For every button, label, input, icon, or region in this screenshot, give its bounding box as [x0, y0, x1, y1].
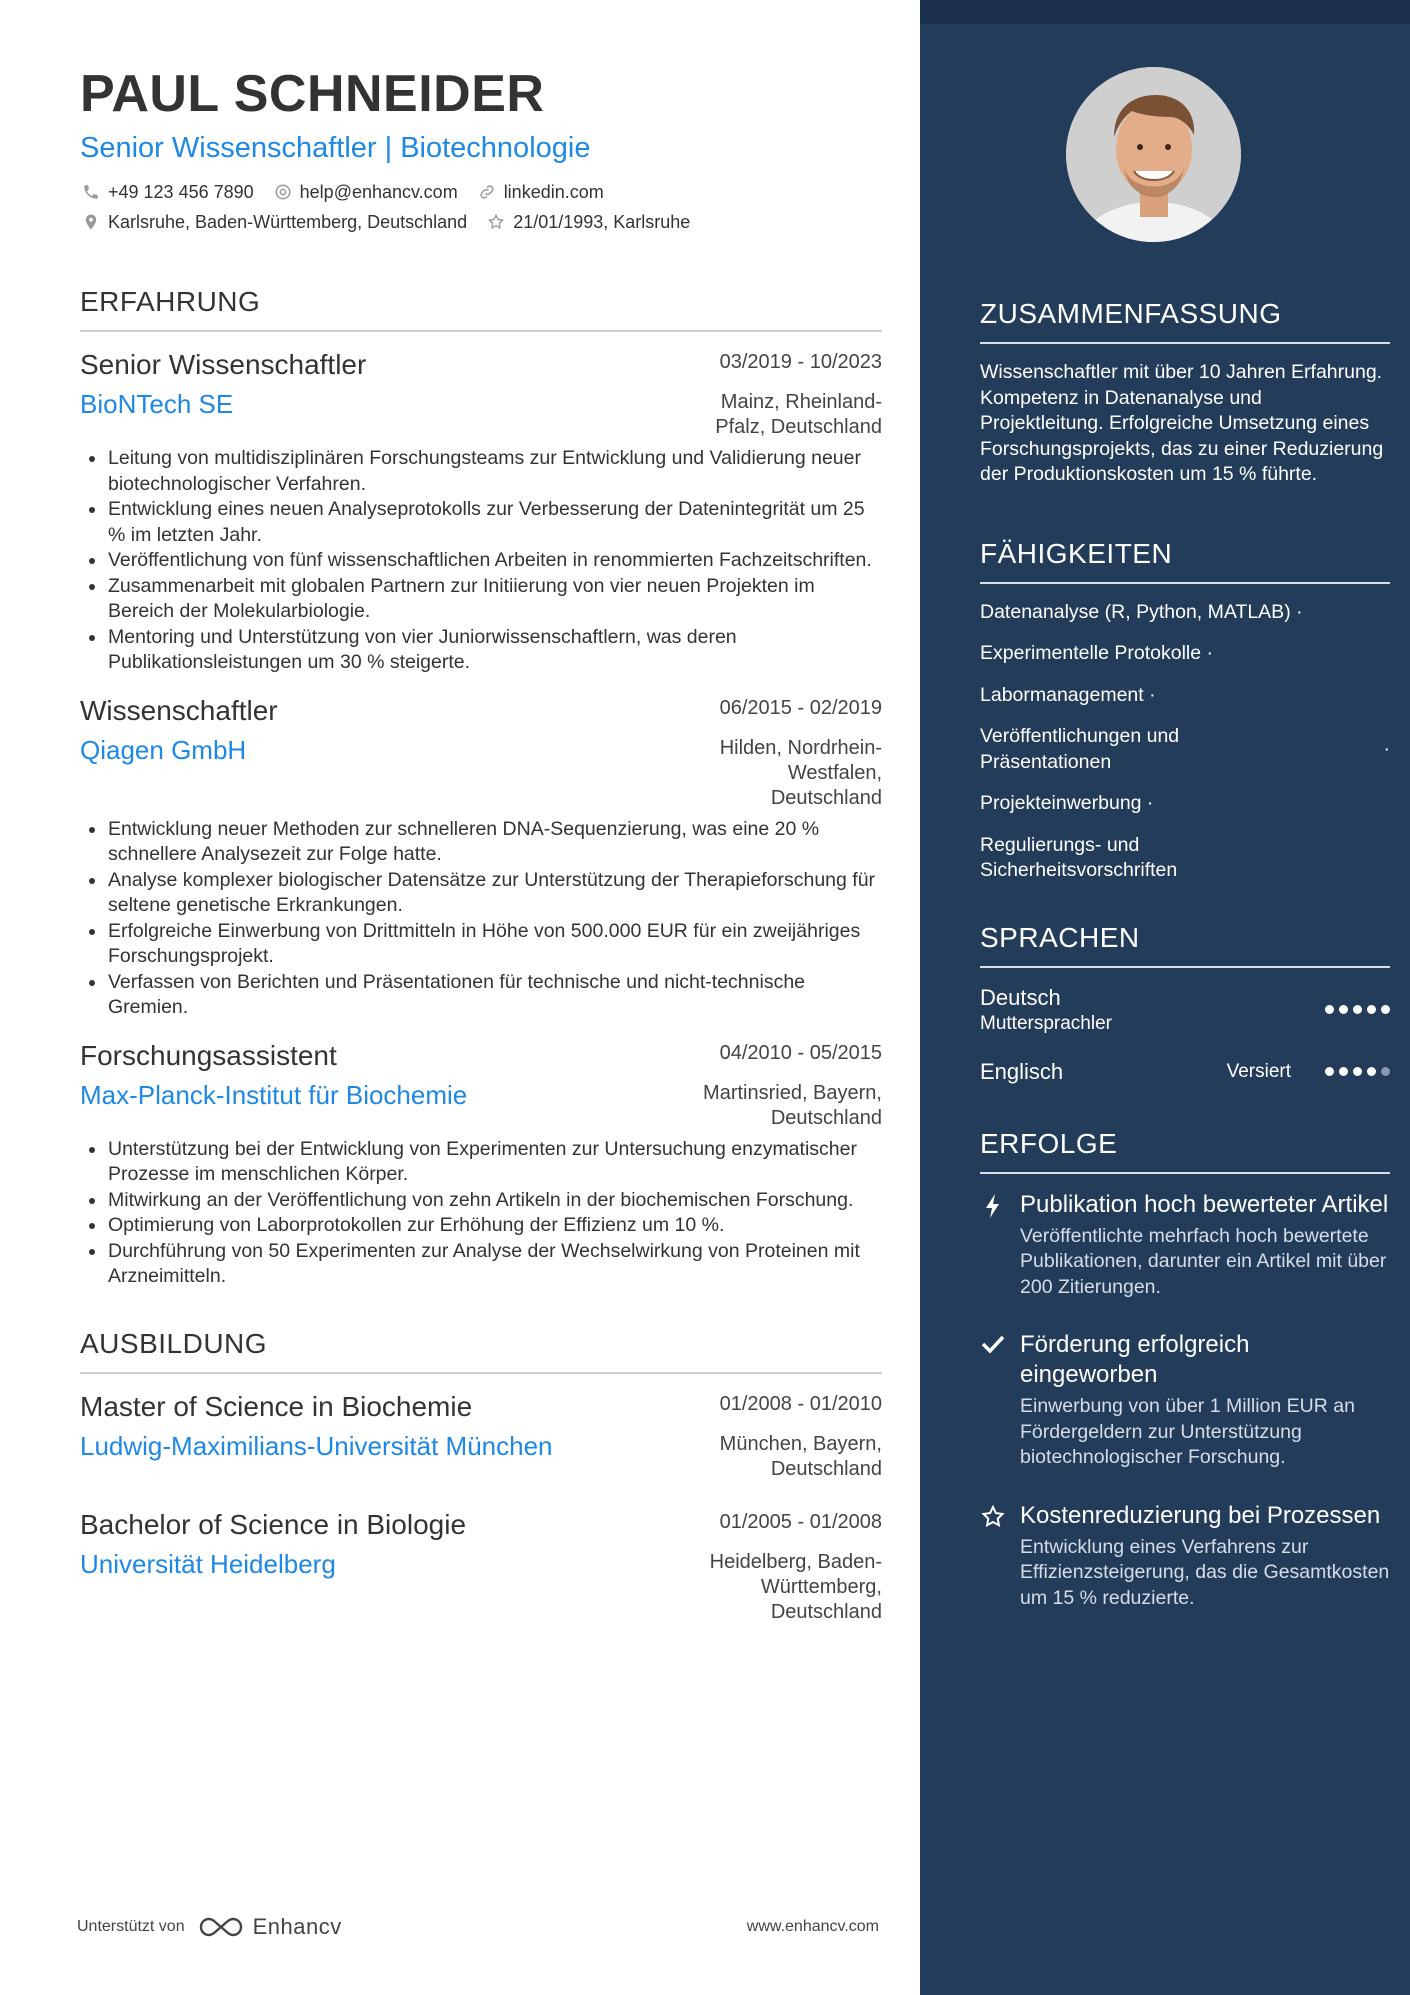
- contact-phone[interactable]: [80, 180, 254, 204]
- phone-icon: [80, 181, 102, 203]
- job-bullet: Mentoring und Unterstützung von vier Juniorwissenschaftlern, was deren Publikationsleistungen um 30 % steigerte.: [80, 625, 882, 676]
- job-location: Hilden, Nordrhein-Westfalen, Deutschland: [719, 736, 882, 809]
- job-bullet: Optimierung von Laborprotokollen zur Erhöhung der Effizienz um 10 %.: [80, 1213, 882, 1239]
- languages-section: [980, 922, 1390, 1086]
- email-text: help@enhancv.com: [299, 182, 458, 202]
- phone-text: +49 123 456 7890: [108, 182, 254, 202]
- rating-dot: [1353, 1067, 1362, 1076]
- profile-photo: [1066, 67, 1241, 242]
- language-item: [980, 984, 1390, 1036]
- footer: [77, 1914, 879, 1940]
- education-date: 01/2005 - 01/2008: [719, 1510, 882, 1533]
- candidate-name: PAUL SCHNEIDER: [80, 65, 545, 123]
- location-pin-icon: [80, 211, 102, 233]
- job-company: Qiagen GmbH: [80, 734, 247, 765]
- job-location: Mainz, Rheinland-Pfalz, Deutschland: [715, 391, 882, 438]
- job-bullet: Mitwirkung an der Veröffentlichung von zehn Artikeln in der biochemischen Forschung.: [80, 1188, 882, 1214]
- job-company: BioNTech SE: [80, 389, 234, 419]
- language-name: Deutsch: [980, 984, 1061, 1010]
- location-text: Karlsruhe, Baden-Württemberg, Deutschland: [108, 212, 468, 232]
- achievement-desc: Veröffentlichte mehrfach hoch bewertete Publikationen, darunter ein Artikel mit über 200 Zitierungen.: [1020, 1224, 1387, 1298]
- job-bullets: [80, 1137, 882, 1290]
- rating-dot: [1353, 1005, 1362, 1014]
- summary-title: ZUSAMMENFASSUNG: [980, 298, 1390, 344]
- education-entry: [80, 1390, 882, 1482]
- rating-dot: [1325, 1067, 1334, 1076]
- job-bullet: Durchführung von 50 Experimenten zur Analyse der Wechselwirkung von Proteinen mit Arzneimitteln.: [80, 1239, 882, 1290]
- job-bullet: Erfolgreiche Einwerbung von Drittmitteln in Höhe von 500.000 EUR für ein zweijähriges Forschungsprojekt.: [80, 919, 882, 970]
- summary-section: [980, 298, 1390, 488]
- job-bullet: Entwicklung eines neuen Analyseprotokolls zur Verbesserung der Datenintegrität um 25 % im letzten Jahr.: [80, 497, 882, 548]
- skill-label: Regulierungs- und Sicherheitsvorschriften: [980, 833, 1178, 881]
- skill-item: [980, 833, 1390, 884]
- skill-item: Experimentelle Protokolle ·: [980, 642, 1214, 664]
- language-rating: [1325, 1005, 1390, 1014]
- lightning-icon: [980, 1190, 1006, 1301]
- skill-item: Veröffentlichungen und Präsentationen ·: [980, 724, 1390, 775]
- school-location: Heidelberg, Baden-Württemberg, Deutschland: [709, 1550, 882, 1623]
- footer-powered: [77, 1914, 342, 1940]
- contact-birth: [485, 210, 690, 234]
- skills-section: [980, 538, 1390, 884]
- job-bullet: Veröffentlichung von fünf wissenschaftlichen Arbeiten in renommierten Fachzeitschriften.: [80, 548, 882, 574]
- job-date: 06/2015 - 02/2019: [719, 696, 882, 719]
- summary-text: Wissenschaftler mit über 10 Jahren Erfahrung. Kompetenz in Datenanalyse und Projektleitung. Erfolgreiche Umsetzung eines Forschungsprojekts, das zu einer Reduzierung der Produktionskosten um 15 % führte.: [980, 361, 1384, 485]
- school: Ludwig-Maximilians-Universität München: [80, 1430, 553, 1461]
- star-outline-icon: [980, 1501, 1006, 1612]
- contact-location: [80, 210, 467, 234]
- achievement-title: Publikation hoch bewerteter Artikel: [1020, 1190, 1389, 1218]
- sidebar: [920, 0, 1410, 1995]
- rating-dot: [1339, 1005, 1348, 1014]
- skill-label: Datenanalyse (R, Python, MATLAB): [980, 600, 1291, 623]
- at-icon: [272, 181, 294, 203]
- school-location: München, Bayern, Deutschland: [719, 1432, 882, 1480]
- languages-title: SPRACHEN: [980, 922, 1390, 968]
- achievement-desc: Einwerbung von über 1 Million EUR an Fördergeldern zur Unterstützung biotechnologischer Forschung.: [1020, 1395, 1355, 1468]
- achievement-desc: Entwicklung eines Verfahrens zur Effizienzsteigerung, das die Gesamtkosten um 15 % reduzierte.: [1020, 1535, 1390, 1609]
- education-entry: [80, 1508, 882, 1625]
- rating-dot: [1367, 1067, 1376, 1076]
- achievement-title: Förderung erfolgreich eingeworben: [1020, 1331, 1250, 1388]
- contact-linkedin[interactable]: [476, 180, 604, 204]
- job-company: Max-Planck-Institut für Biochemie: [80, 1079, 468, 1110]
- skills-title: FÄHIGKEITEN: [980, 538, 1390, 584]
- rating-dot: [1325, 1005, 1334, 1014]
- school: Universität Heidelberg: [80, 1548, 336, 1579]
- job-role: Wissenschaftler: [80, 694, 278, 726]
- job-date: 03/2019 - 10/2023: [719, 351, 882, 373]
- rating-dot: [1367, 1005, 1376, 1014]
- sidebar-top-bar: [920, 0, 1410, 24]
- achievement-item: [980, 1190, 1390, 1301]
- enhancv-logo[interactable]: [197, 1914, 342, 1940]
- skill-label: Experimentelle Protokolle: [980, 642, 1202, 664]
- birth-text: 21/01/1993, Karlsruhe: [513, 212, 691, 232]
- education-section: [80, 1328, 882, 1625]
- star-icon: [485, 211, 507, 233]
- avatar-icon: [1066, 67, 1241, 242]
- achievement-title: Kostenreduzierung bei Prozessen: [1020, 1501, 1381, 1529]
- infinity-icon: [197, 1914, 245, 1940]
- job-bullet: Zusammenarbeit mit globalen Partnern zur Initiierung von vier neuen Projekten im Bereich der Molekularbiologie.: [80, 574, 882, 625]
- rating-dot: [1339, 1067, 1348, 1076]
- skill-label: Veröffentlichungen und Präsentationen: [980, 725, 1180, 773]
- education-date: 01/2008 - 01/2010: [719, 1392, 882, 1415]
- job-entry: [80, 1039, 882, 1290]
- skill-item: Datenanalyse (R, Python, MATLAB) ·: [980, 600, 1303, 623]
- education-title: AUSBILDUNG: [80, 1328, 882, 1374]
- skill-label: Projekteinwerbung: [980, 792, 1142, 814]
- contact-row-1: [80, 180, 882, 204]
- job-entry: [80, 348, 882, 676]
- degree: Bachelor of Science in Biologie: [80, 1508, 467, 1540]
- contact-email[interactable]: [272, 180, 458, 204]
- achievement-item: [980, 1501, 1390, 1612]
- job-bullets: [80, 817, 882, 1021]
- job-bullet: Unterstützung bei der Entwicklung von Experimenten zur Untersuchung enzymatischer Prozesse im menschlichen Körper.: [80, 1137, 882, 1188]
- achievement-item: [980, 1330, 1390, 1471]
- job-bullets: [80, 446, 882, 676]
- rating-dot: [1381, 1005, 1390, 1014]
- language-level: Muttersprachler: [980, 1012, 1112, 1034]
- experience-title: ERFAHRUNG: [80, 286, 882, 332]
- skills-list: [980, 600, 1390, 884]
- achievements-title: ERFOLGE: [980, 1128, 1390, 1174]
- check-icon: [980, 1330, 1006, 1471]
- linkedin-text: linkedin.com: [503, 182, 604, 202]
- language-level: Versiert: [1226, 1060, 1291, 1082]
- contact-row-2: [80, 210, 882, 234]
- candidate-title: Senior Wissenschaftler | Biotechnologie: [80, 132, 591, 164]
- sidebar-content: [980, 298, 1390, 1641]
- job-bullet: Entwicklung neuer Methoden zur schnelleren DNA-Sequenzierung, was eine 20 % schnellere Analysezeit zur Folge hatte.: [80, 817, 882, 868]
- skill-label: Labormanagement: [980, 683, 1144, 706]
- language-item: [980, 1058, 1390, 1086]
- link-icon: [476, 181, 498, 203]
- job-bullet: Verfassen von Berichten und Präsentationen für technische und nicht-technische Gremien.: [80, 970, 882, 1021]
- job-role: Senior Wissenschaftler: [80, 349, 367, 380]
- achievements-section: [980, 1128, 1390, 1612]
- experience-section: [80, 286, 882, 1290]
- brand-text: Enhancv: [252, 1914, 342, 1939]
- job-date: 04/2010 - 05/2015: [719, 1041, 882, 1064]
- skill-item: Projekteinwerbung ·: [980, 792, 1154, 814]
- job-location: Martinsried, Bayern, Deutschland: [703, 1081, 882, 1129]
- rating-dot-empty: [1381, 1067, 1390, 1076]
- job-role: Forschungsassistent: [80, 1039, 337, 1071]
- degree: Master of Science in Biochemie: [80, 1390, 473, 1422]
- footer-url[interactable]: www.enhancv.com: [746, 1918, 879, 1935]
- language-name: Englisch: [980, 1058, 1064, 1084]
- job-bullet: Leitung von multidisziplinären Forschungsteams zur Entwicklung und Validierung neuer biotechnologischer Verfahren.: [80, 446, 882, 497]
- job-entry: [80, 694, 882, 1021]
- job-bullet: Analyse komplexer biologischer Datensätze zur Unterstützung der Therapieforschung für seltene genetische Erkrankungen.: [80, 868, 882, 919]
- language-rating: [1325, 1067, 1390, 1076]
- powered-by-text: Unterstützt von: [77, 1918, 185, 1935]
- skill-item: Labormanagement ·: [980, 683, 1156, 706]
